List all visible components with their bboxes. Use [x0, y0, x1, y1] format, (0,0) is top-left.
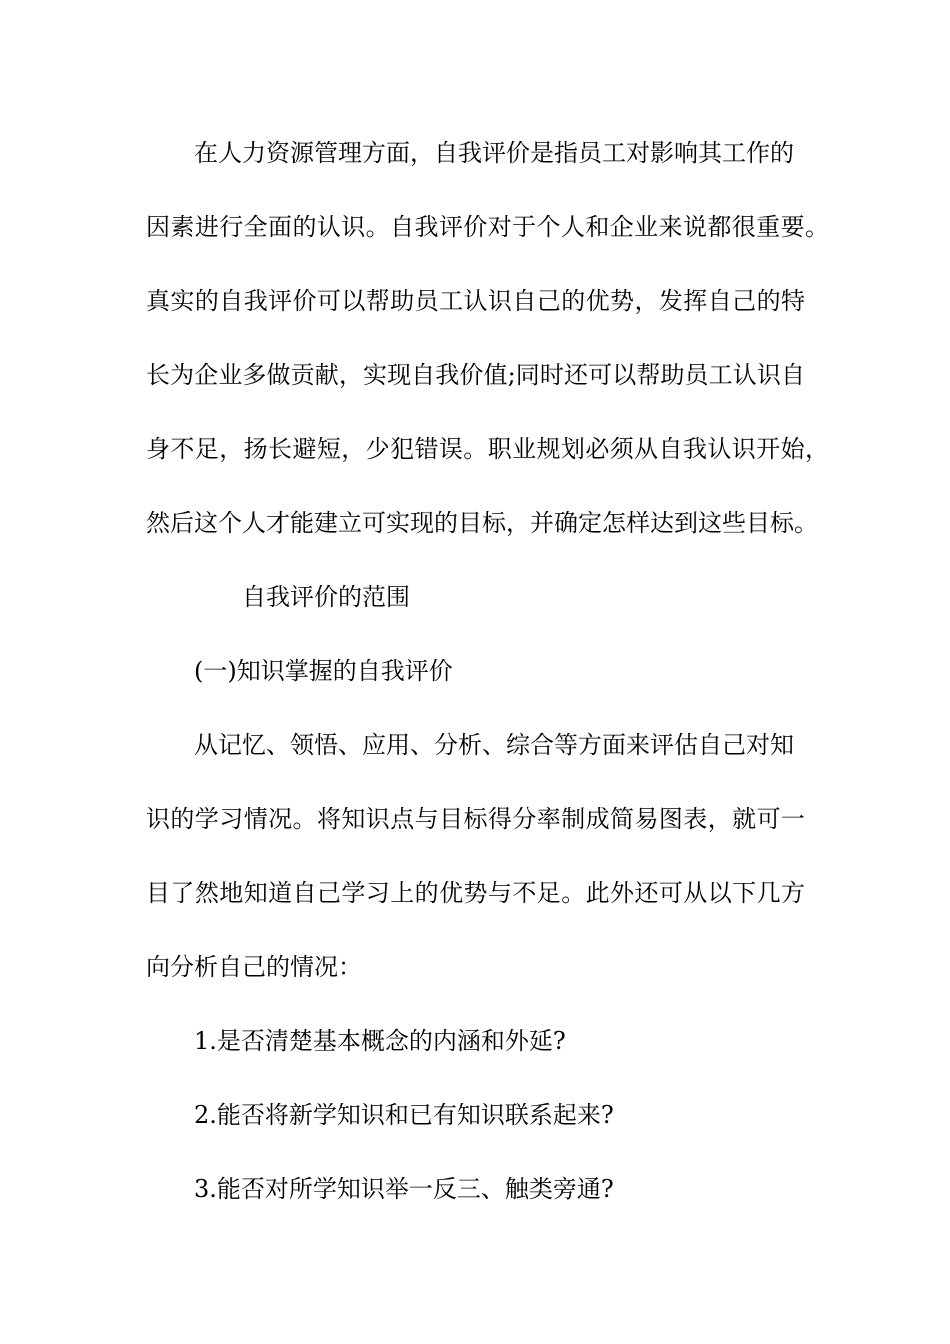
section-heading: 自我评价的范围	[242, 583, 410, 611]
paragraph-1-line-2: 因素进行全面的认识。自我评价对于个人和企业来说都很重要。	[146, 213, 829, 241]
paragraph-2-line-3: 目了然地知道自己学习上的优势与不足。此外还可从以下几方	[146, 879, 805, 907]
paragraph-2-line-2: 识的学习情况。将知识点与目标得分率制成简易图表，就可一	[146, 805, 805, 833]
subsection-heading: (一)知识掌握的自我评价	[194, 657, 453, 685]
paragraph-1-line-5: 身不足，扬长避短，少犯错误。职业规划必须从自我认识开始，	[146, 435, 829, 463]
paragraph-1-line-3: 真实的自我评价可以帮助员工认识自己的优势，发挥自己的特	[146, 287, 805, 315]
paragraph-2-line-1: 从记忆、领悟、应用、分析、综合等方面来评估自己对知	[194, 731, 794, 759]
paragraph-1-line-1: 在人力资源管理方面，自我评价是指员工对影响其工作的	[194, 139, 794, 167]
paragraph-2-line-4: 向分析自己的情况：	[146, 953, 362, 981]
question-2: 2.能否将新学知识和已有知识联系起来?	[194, 1101, 614, 1129]
paragraph-1-line-4: 长为企业多做贡献，实现自我价值;同时还可以帮助员工认识自	[146, 361, 805, 389]
paragraph-1-line-6: 然后这个人才能建立可实现的目标，并确定怎样达到这些目标。	[146, 509, 818, 537]
question-1: 1.是否清楚基本概念的内涵和外延?	[194, 1027, 566, 1055]
question-3: 3.能否对所学知识举一反三、触类旁通?	[194, 1175, 614, 1203]
